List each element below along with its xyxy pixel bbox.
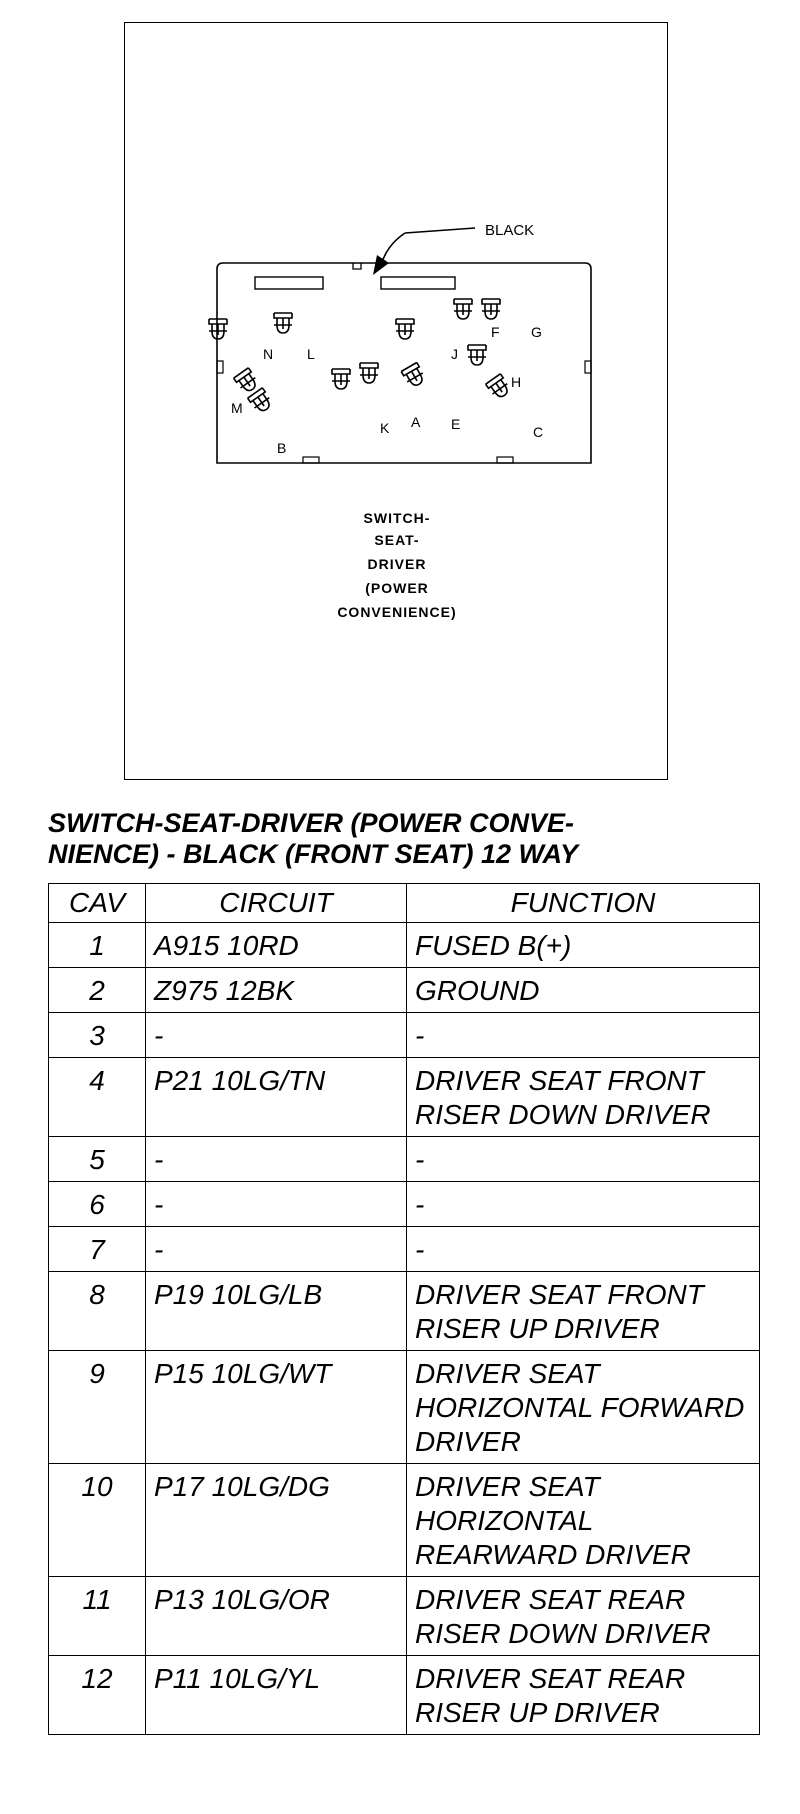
- component-name-label: [337, 510, 456, 620]
- connector-diagram-frame: [124, 22, 668, 780]
- table-title-line: SWITCH-SEAT-DRIVER (POWER CONVE-: [48, 808, 574, 838]
- circuit-cell: -: [146, 1137, 407, 1182]
- function-line: DRIVER SEAT REAR: [415, 1584, 686, 1615]
- cavity-label-m: M: [231, 400, 243, 416]
- cavity-label-h: H: [511, 374, 522, 390]
- cav-cell: 8: [49, 1272, 146, 1351]
- circuit-cell: -: [146, 1227, 407, 1272]
- table-title-line: NIENCE) - BLACK (FRONT SEAT) 12 WAY: [48, 839, 578, 869]
- cav-cell: 4: [49, 1058, 146, 1137]
- function-cell: [407, 1656, 760, 1735]
- color-callout-arrow: [381, 228, 475, 265]
- cav-cell: 12: [49, 1656, 146, 1735]
- function-line: -: [415, 1020, 425, 1051]
- terminal: [482, 299, 500, 319]
- function-cell: [407, 1058, 760, 1137]
- function-line: DRIVER: [415, 1426, 521, 1457]
- function-line: -: [415, 1144, 425, 1175]
- circuit-cell: P17 10LG/DG: [146, 1464, 407, 1577]
- circuit-cell: P11 10LG/YL: [146, 1656, 407, 1735]
- table-row: [49, 1013, 760, 1058]
- function-line: HORIZONTAL: [415, 1505, 594, 1536]
- terminal: [396, 319, 414, 339]
- table-row: [49, 968, 760, 1013]
- circuit-cell: -: [146, 1182, 407, 1227]
- circuit-cell: P13 10LG/OR: [146, 1577, 407, 1656]
- terminal: [234, 368, 260, 395]
- table-row: [49, 1656, 760, 1735]
- pinout-table: [48, 883, 760, 1735]
- cavity-label-c: C: [533, 424, 544, 440]
- connector-latch: [585, 361, 591, 373]
- circuit-cell: A915 10RD: [146, 923, 407, 968]
- circuit-cell: P15 10LG/WT: [146, 1351, 407, 1464]
- function-cell: [407, 1577, 760, 1656]
- component-name-line: SEAT-: [374, 532, 420, 548]
- function-line: RISER UP DRIVER: [415, 1313, 660, 1344]
- header-cav: CAV: [49, 884, 146, 923]
- function-line: -: [415, 1189, 425, 1220]
- cavity-label-k: K: [380, 420, 390, 436]
- table-header-row: [49, 884, 760, 923]
- table-row: [49, 1227, 760, 1272]
- terminal: [360, 363, 378, 383]
- cav-cell: 9: [49, 1351, 146, 1464]
- connector-bottom-tab: [497, 457, 513, 463]
- function-line: RISER DOWN DRIVER: [415, 1618, 711, 1649]
- function-line: RISER UP DRIVER: [415, 1697, 660, 1728]
- terminal: [401, 363, 427, 389]
- function-line: DRIVER SEAT: [415, 1358, 600, 1389]
- terminal: [332, 369, 350, 389]
- cav-cell: 3: [49, 1013, 146, 1058]
- function-line: DRIVER SEAT FRONT: [415, 1065, 704, 1096]
- cav-cell: 6: [49, 1182, 146, 1227]
- header-circuit: CIRCUIT: [146, 884, 407, 923]
- circuit-cell: P21 10LG/TN: [146, 1058, 407, 1137]
- cavity-label-a: A: [411, 414, 421, 430]
- cavity-label-l: L: [307, 346, 315, 362]
- function-cell: [407, 1227, 760, 1272]
- terminal: [209, 319, 227, 339]
- connector-bottom-tab: [303, 457, 319, 463]
- table-row: [49, 1182, 760, 1227]
- function-line: DRIVER SEAT FRONT: [415, 1279, 704, 1310]
- table-row: [49, 1464, 760, 1577]
- connector-latch: [217, 361, 223, 373]
- cav-cell: 5: [49, 1137, 146, 1182]
- function-line: DRIVER SEAT: [415, 1471, 600, 1502]
- table-row: [49, 1058, 760, 1137]
- function-cell: [407, 1013, 760, 1058]
- connector-table-title: [48, 808, 768, 870]
- cavity-label-j: J: [451, 346, 458, 362]
- terminal: [468, 345, 486, 365]
- cav-cell: 7: [49, 1227, 146, 1272]
- terminal: [274, 313, 292, 333]
- cavity-label-f: F: [491, 324, 500, 340]
- circuit-cell: Z975 12BK: [146, 968, 407, 1013]
- connector-slot: [381, 277, 455, 289]
- circuit-cell: P19 10LG/LB: [146, 1272, 407, 1351]
- terminal: [486, 374, 512, 401]
- function-cell: [407, 1137, 760, 1182]
- component-name-line: (POWER: [365, 580, 429, 596]
- color-callout-label: BLACK: [485, 222, 535, 239]
- table-row: [49, 1351, 760, 1464]
- cavity-label-b: B: [277, 440, 287, 456]
- function-line: HORIZONTAL FORWARD: [415, 1392, 745, 1423]
- component-name-line: SWITCH-: [363, 510, 431, 526]
- function-cell: [407, 1182, 760, 1227]
- cavity-label-n: N: [263, 346, 274, 362]
- table-row: [49, 1137, 760, 1182]
- cavity-label-g: G: [531, 324, 542, 340]
- cav-cell: 1: [49, 923, 146, 968]
- function-line: -: [415, 1234, 425, 1265]
- terminal: [248, 388, 274, 415]
- cavity-label-e: E: [451, 416, 461, 432]
- component-name-line: CONVENIENCE): [337, 604, 457, 620]
- circuit-cell: -: [146, 1013, 407, 1058]
- function-line: REARWARD DRIVER: [415, 1539, 691, 1570]
- connector-key-notch: [353, 263, 361, 269]
- connector-face-view: [125, 23, 669, 781]
- function-cell: [407, 1464, 760, 1577]
- callout-arrowhead: [373, 255, 389, 275]
- table-row: [49, 1577, 760, 1656]
- terminal-group: [209, 299, 512, 415]
- function-cell: [407, 923, 760, 968]
- table-row: [49, 923, 760, 968]
- header-function: FUNCTION: [407, 884, 760, 923]
- table-row: [49, 1272, 760, 1351]
- component-name-line: DRIVER: [367, 556, 427, 572]
- terminal: [454, 299, 472, 319]
- function-cell: [407, 1272, 760, 1351]
- function-cell: [407, 968, 760, 1013]
- cav-cell: 11: [49, 1577, 146, 1656]
- connector-slot: [255, 277, 323, 289]
- cav-cell: 2: [49, 968, 146, 1013]
- function-line: GROUND: [415, 975, 540, 1006]
- function-line: FUSED B(+): [415, 930, 572, 961]
- cav-cell: 10: [49, 1464, 146, 1577]
- function-line: DRIVER SEAT REAR: [415, 1663, 686, 1694]
- function-cell: [407, 1351, 760, 1464]
- function-line: RISER DOWN DRIVER: [415, 1099, 711, 1130]
